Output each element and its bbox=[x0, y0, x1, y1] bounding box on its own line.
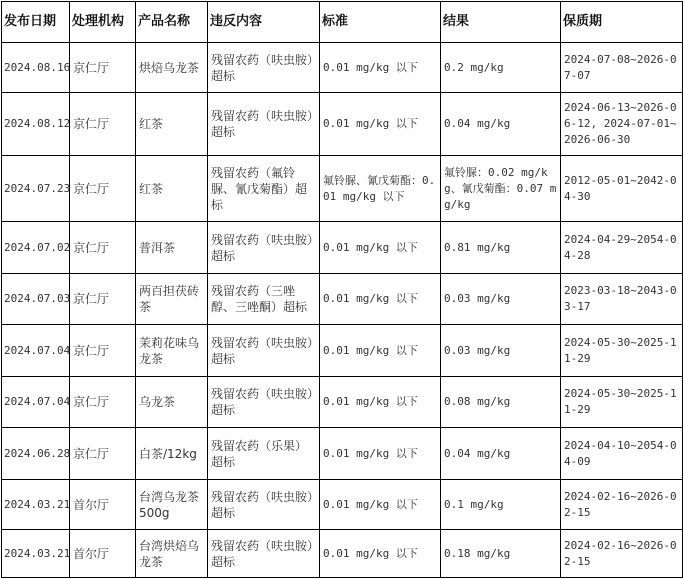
result-cell: 氟铃脲：0.02 mg/kg、氰戊菊酯：0.07 mg/kg bbox=[441, 156, 561, 222]
table-row bbox=[2, 274, 683, 325]
product-cell: 乌龙茶 bbox=[136, 377, 208, 428]
result-cell: 0.18 mg/kg bbox=[441, 530, 561, 578]
table-row bbox=[2, 222, 683, 274]
header-standard: 标准 bbox=[320, 2, 441, 43]
standard-cell: 0.01 mg/kg 以下 bbox=[320, 274, 441, 325]
date-cell: 2024.08.12 bbox=[2, 93, 70, 156]
violation-cell: 残留农药（氟铃脲、氰戊菊酯）超标 bbox=[208, 156, 320, 222]
header-product: 产品名称 bbox=[136, 2, 208, 43]
header-violation: 违反内容 bbox=[208, 2, 320, 43]
header-result: 结果 bbox=[441, 2, 561, 43]
violations-table bbox=[1, 1, 683, 578]
violation-cell: 残留农药（呋虫胺）超标 bbox=[208, 325, 320, 377]
violation-cell: 残留农药（乐果）超标 bbox=[208, 428, 320, 480]
date-cell: 2024.03.21 bbox=[2, 530, 70, 578]
product-cell: 烘焙乌龙茶 bbox=[136, 43, 208, 93]
product-cell: 台湾乌龙茶500g bbox=[136, 480, 208, 530]
product-cell: 白茶/12kg bbox=[136, 428, 208, 480]
standard-cell: 氟铃脲、氰戊菊酯：0.01 mg/kg 以下 bbox=[320, 156, 441, 222]
violation-cell: 残留农药（呋虫胺）超标 bbox=[208, 222, 320, 274]
header-shelf-life: 保质期 bbox=[561, 2, 683, 43]
date-cell: 2024.07.04 bbox=[2, 325, 70, 377]
table-row bbox=[2, 325, 683, 377]
result-cell: 0.2 mg/kg bbox=[441, 43, 561, 93]
agency-cell: 京仁厅 bbox=[70, 93, 136, 156]
violation-cell: 残留农药（呋虫胺）超标 bbox=[208, 43, 320, 93]
result-cell: 0.04 mg/kg bbox=[441, 428, 561, 480]
agency-cell: 京仁厅 bbox=[70, 428, 136, 480]
violation-cell: 残留农药（呋虫胺）超标 bbox=[208, 377, 320, 428]
shelf-life-cell: 2024-02-16~2026-02-15 bbox=[561, 480, 683, 530]
date-cell: 2024.07.02 bbox=[2, 222, 70, 274]
agency-cell: 首尔厅 bbox=[70, 480, 136, 530]
result-cell: 0.03 mg/kg bbox=[441, 325, 561, 377]
shelf-life-cell: 2024-05-30~2025-11-29 bbox=[561, 377, 683, 428]
agency-cell: 京仁厅 bbox=[70, 156, 136, 222]
product-cell: 台湾烘焙乌龙茶 bbox=[136, 530, 208, 578]
standard-cell: 0.01 mg/kg 以下 bbox=[320, 222, 441, 274]
result-cell: 0.03 mg/kg bbox=[441, 274, 561, 325]
table-row bbox=[2, 156, 683, 222]
header-row bbox=[2, 2, 683, 43]
table-row bbox=[2, 93, 683, 156]
shelf-life-cell: 2024-04-10~2054-04-09 bbox=[561, 428, 683, 480]
date-cell: 2024.06.28 bbox=[2, 428, 70, 480]
table-row bbox=[2, 530, 683, 578]
table-row bbox=[2, 428, 683, 480]
table-row bbox=[2, 377, 683, 428]
shelf-life-cell: 2024-05-30~2025-11-29 bbox=[561, 325, 683, 377]
violation-cell: 残留农药（呋虫胺）超标 bbox=[208, 530, 320, 578]
table-row bbox=[2, 43, 683, 93]
result-cell: 0.1 mg/kg bbox=[441, 480, 561, 530]
shelf-life-cell: 2024-04-29~2054-04-28 bbox=[561, 222, 683, 274]
agency-cell: 首尔厅 bbox=[70, 530, 136, 578]
product-cell: 两百担茯砖茶 bbox=[136, 274, 208, 325]
date-cell: 2024.07.03 bbox=[2, 274, 70, 325]
violation-cell: 残留农药（呋虫胺）超标 bbox=[208, 93, 320, 156]
shelf-life-cell: 2012-05-01~2042-04-30 bbox=[561, 156, 683, 222]
date-cell: 2024.03.21 bbox=[2, 480, 70, 530]
product-cell: 普洱茶 bbox=[136, 222, 208, 274]
date-cell: 2024.08.16 bbox=[2, 43, 70, 93]
product-cell: 茉莉花味乌龙茶 bbox=[136, 325, 208, 377]
shelf-life-cell: 2024-06-13~2026-06-12, 2024-07-01~2026-06-30 bbox=[561, 93, 683, 156]
result-cell: 0.08 mg/kg bbox=[441, 377, 561, 428]
product-cell: 红茶 bbox=[136, 156, 208, 222]
agency-cell: 京仁厅 bbox=[70, 377, 136, 428]
violation-cell: 残留农药（呋虫胺）超标 bbox=[208, 480, 320, 530]
standard-cell: 0.01 mg/kg 以下 bbox=[320, 325, 441, 377]
shelf-life-cell: 2024-02-16~2026-02-15 bbox=[561, 530, 683, 578]
header-agency: 处理机构 bbox=[70, 2, 136, 43]
result-cell: 0.81 mg/kg bbox=[441, 222, 561, 274]
table-row bbox=[2, 480, 683, 530]
shelf-life-cell: 2023-03-18~2043-03-17 bbox=[561, 274, 683, 325]
agency-cell: 京仁厅 bbox=[70, 274, 136, 325]
agency-cell: 京仁厅 bbox=[70, 222, 136, 274]
header-date: 发布日期 bbox=[2, 2, 70, 43]
result-cell: 0.04 mg/kg bbox=[441, 93, 561, 156]
standard-cell: 0.01 mg/kg 以下 bbox=[320, 43, 441, 93]
date-cell: 2024.07.23 bbox=[2, 156, 70, 222]
violation-cell: 残留农药（三唑醇、三唑酮）超标 bbox=[208, 274, 320, 325]
standard-cell: 0.01 mg/kg 以下 bbox=[320, 428, 441, 480]
standard-cell: 0.01 mg/kg 以下 bbox=[320, 93, 441, 156]
standard-cell: 0.01 mg/kg 以下 bbox=[320, 480, 441, 530]
agency-cell: 京仁厅 bbox=[70, 43, 136, 93]
agency-cell: 京仁厅 bbox=[70, 325, 136, 377]
product-cell: 红茶 bbox=[136, 93, 208, 156]
date-cell: 2024.07.04 bbox=[2, 377, 70, 428]
standard-cell: 0.01 mg/kg 以下 bbox=[320, 530, 441, 578]
shelf-life-cell: 2024-07-08~2026-07-07 bbox=[561, 43, 683, 93]
standard-cell: 0.01 mg/kg 以下 bbox=[320, 377, 441, 428]
